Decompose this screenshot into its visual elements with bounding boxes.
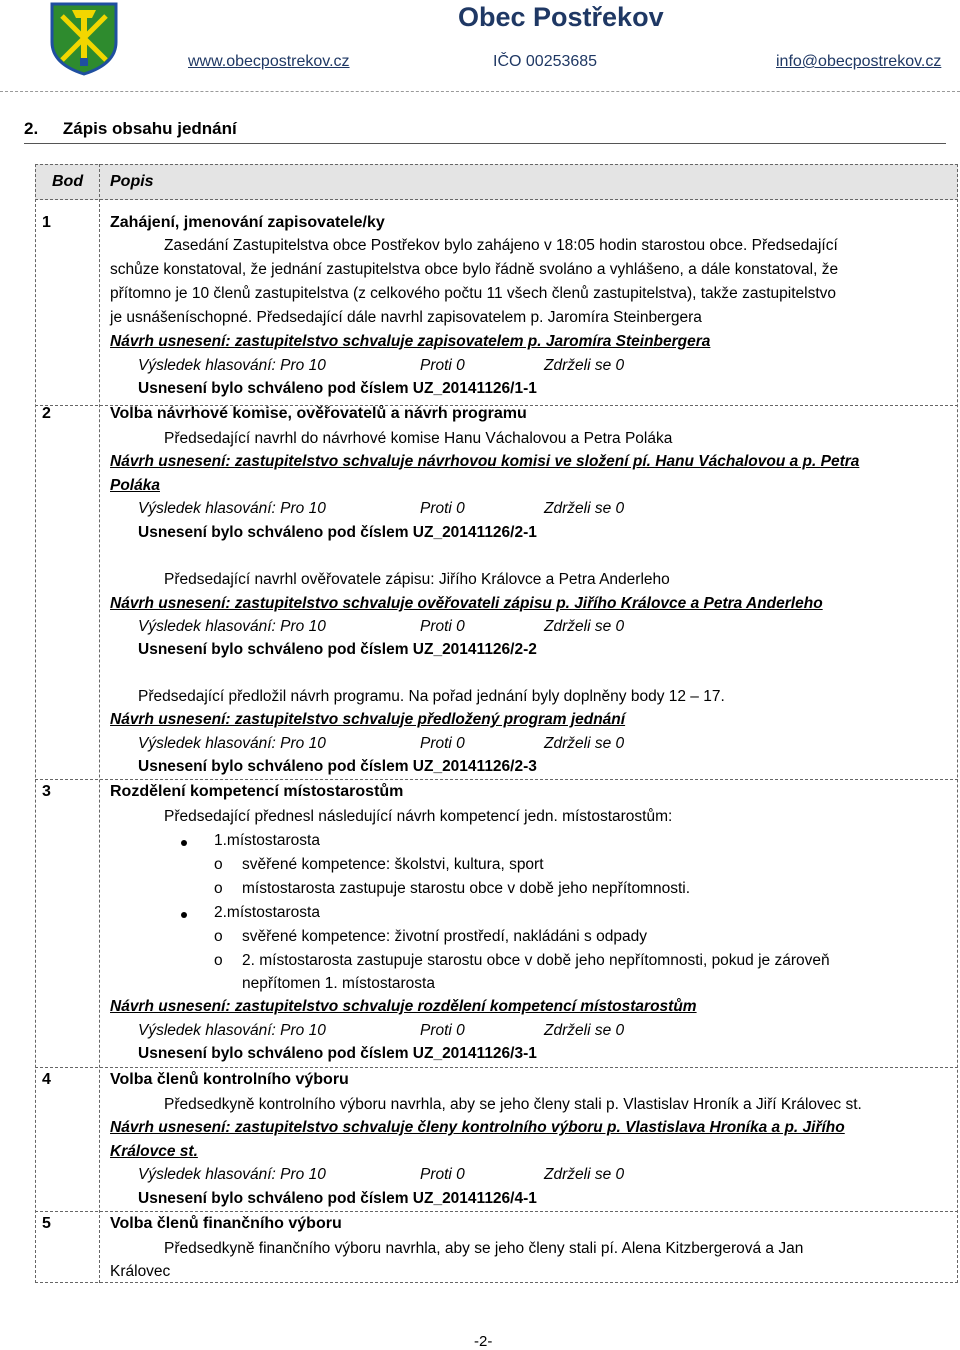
vote-abstain: Zdrželi se 0 [544, 618, 625, 635]
vote-result: Výsledek hlasování: Pro 10 [138, 735, 326, 752]
column-header-bod: Bod [52, 173, 84, 190]
section-heading [24, 119, 237, 139]
vote-result: Výsledek hlasování: Pro 10 [138, 1022, 326, 1039]
list-item: svěřené kompetence: životní prostředí, nakládáni s odpady [242, 928, 647, 945]
sub-bullet-icon: o [214, 952, 223, 969]
vote-abstain: Zdrželi se 0 [544, 735, 625, 752]
vote-abstain: Zdrželi se 0 [544, 1166, 625, 1183]
item-text-line: Královec [110, 1263, 171, 1280]
item-number: 5 [42, 1215, 51, 1232]
vote-against: Proti 0 [420, 618, 465, 635]
sub-bullet-icon: o [214, 856, 223, 873]
vote-abstain: Zdrželi se 0 [544, 500, 625, 517]
table-column-divider [99, 164, 100, 1283]
page-title: Obec Postřekov [458, 2, 664, 32]
vote-against: Proti 0 [420, 735, 465, 752]
website-link[interactable]: www.obecpostrekov.cz [188, 53, 350, 70]
header-divider [0, 91, 960, 92]
section-number: 2. [24, 119, 39, 138]
resolution-approved: Usnesení bylo schváleno pod číslem UZ_20141126/1-1 [138, 380, 537, 397]
item-text-line: Předsedající přednesl následující návrh kompetencí jedn. místostarostům: [164, 808, 673, 825]
item-number: 3 [42, 783, 51, 800]
sub-bullet-icon: o [214, 880, 223, 897]
bullet-icon [181, 840, 187, 846]
item-text-line: Zasedání Zastupitelstva obce Postřekov bylo zahájeno v 18:05 hodin starostou obce. Předsedající [164, 237, 838, 254]
item-title: Volba návrhové komise, ověřovatelů a návrh programu [110, 405, 527, 422]
municipal-coat-of-arms-icon [48, 2, 120, 76]
ico-number: IČO 00253685 [493, 53, 598, 70]
resolution-proposal: Návrh usnesení: zastupitelstvo schvaluje předložený program jednání [110, 711, 626, 728]
section-divider [24, 143, 946, 144]
vote-against: Proti 0 [420, 500, 465, 517]
sub-bullet-icon: o [214, 928, 223, 945]
vote-against: Proti 0 [420, 357, 465, 374]
resolution-approved: Usnesení bylo schváleno pod číslem UZ_20141126/3-1 [138, 1045, 537, 1062]
vote-result: Výsledek hlasování: Pro 10 [138, 357, 326, 374]
email-link[interactable]: info@obecpostrekov.cz [776, 53, 942, 70]
resolution-approved: Usnesení bylo schváleno pod číslem UZ_20141126/2-2 [138, 641, 537, 658]
resolution-proposal: Návrh usnesení: zastupitelstvo schvaluje zapisovatelem p. Jaromíra Steinbergera [110, 333, 711, 350]
list-item: nepřítomen 1. místostarosta [242, 975, 435, 992]
resolution-proposal: Návrh usnesení: zastupitelstvo schvaluje návrhovou komisi ve složení pí. Hanu Váchalovou a p. Petra [110, 453, 860, 470]
list-item: 1.místostarosta [214, 832, 320, 849]
item-number: 2 [42, 405, 51, 422]
vote-result: Výsledek hlasování: Pro 10 [138, 500, 326, 517]
resolution-proposal: Návrh usnesení: zastupitelstvo schvaluje členy kontrolního výboru p. Vlastislava Hroníka a p. Jiřího [110, 1119, 845, 1136]
item-text-line: Předsedající předložil návrh programu. Na pořad jednání byly doplněny body 12 – 17. [138, 688, 725, 705]
item-text-line: schůze konstatoval, že jednání zastupitelstva obce bylo řádně svoláno a vyhlášeno, a dále konstatoval, že [110, 261, 839, 278]
item-text-line: Předsedkyně finančního výboru navrhla, aby se jeho členy stali pí. Alena Kitzbergerová a Jan [164, 1240, 804, 1257]
table-row-divider [35, 1067, 958, 1068]
resolution-approved: Usnesení bylo schváleno pod číslem UZ_20141126/2-1 [138, 524, 537, 541]
vote-abstain: Zdrželi se 0 [544, 357, 625, 374]
column-header-popis: Popis [110, 173, 154, 190]
vote-abstain: Zdrželi se 0 [544, 1022, 625, 1039]
resolution-proposal: Návrh usnesení: zastupitelstvo schvaluje ověřovateli zápisu p. Jiřího Královce a Petra Anderleho [110, 595, 823, 612]
item-title: Volba členů kontrolního výboru [110, 1071, 349, 1088]
item-number: 4 [42, 1071, 51, 1088]
resolution-proposal: Poláka [110, 477, 160, 494]
resolution-proposal: Královce st. [110, 1143, 198, 1160]
list-item: svěřené kompetence: školstvi, kultura, sport [242, 856, 544, 873]
item-text-line: je usnášeníschopné. Předsedající dále navrhl zapisovatelem p. Jaromíra Steinbergera [110, 309, 702, 326]
vote-result: Výsledek hlasování: Pro 10 [138, 1166, 326, 1183]
table-row-divider [35, 779, 958, 780]
list-item: 2.místostarosta [214, 904, 320, 921]
item-text-line: Předsedající navrhl ověřovatele zápisu: Jiřího Královce a Petra Anderleho [164, 571, 670, 588]
vote-result: Výsledek hlasování: Pro 10 [138, 618, 326, 635]
table-row-divider [35, 1211, 958, 1212]
vote-against: Proti 0 [420, 1166, 465, 1183]
list-item: 2. místostarosta zastupuje starostu obce v době jeho nepřítomnosti, pokud je zároveň [242, 952, 830, 969]
item-title: Rozdělení kompetencí místostarostům [110, 783, 404, 800]
vote-against: Proti 0 [420, 1022, 465, 1039]
page-number: -2- [474, 1333, 493, 1350]
resolution-approved: Usnesení bylo schváleno pod číslem UZ_20141126/2-3 [138, 758, 537, 775]
list-item: místostarosta zastupuje starostu obce v době jeho nepřítomnosti. [242, 880, 691, 897]
item-title: Zahájení, jmenování zapisovatele/ky [110, 214, 385, 231]
bullet-icon [181, 912, 187, 918]
item-text-line: přítomno je 10 členů zastupitelstva (z celkového počtu 11 všech členů zastupitelstva), takže zastupitelstvo [110, 285, 837, 302]
section-title: Zápis obsahu jednání [62, 119, 237, 138]
item-text-line: Předsedající navrhl do návrhové komise Hanu Váchalovou a Petra Poláka [164, 430, 673, 447]
resolution-proposal: Návrh usnesení: zastupitelstvo schvaluje rozdělení kompetencí místostarostům [110, 998, 697, 1015]
item-title: Volba členů finančního výboru [110, 1215, 342, 1232]
item-number: 1 [42, 214, 51, 231]
item-text-line: Předsedkyně kontrolního výboru navrhla, aby se jeho členy stali p. Vlastislav Hroník a Jiří Královec st. [164, 1096, 862, 1113]
resolution-approved: Usnesení bylo schváleno pod číslem UZ_20141126/4-1 [138, 1190, 537, 1207]
